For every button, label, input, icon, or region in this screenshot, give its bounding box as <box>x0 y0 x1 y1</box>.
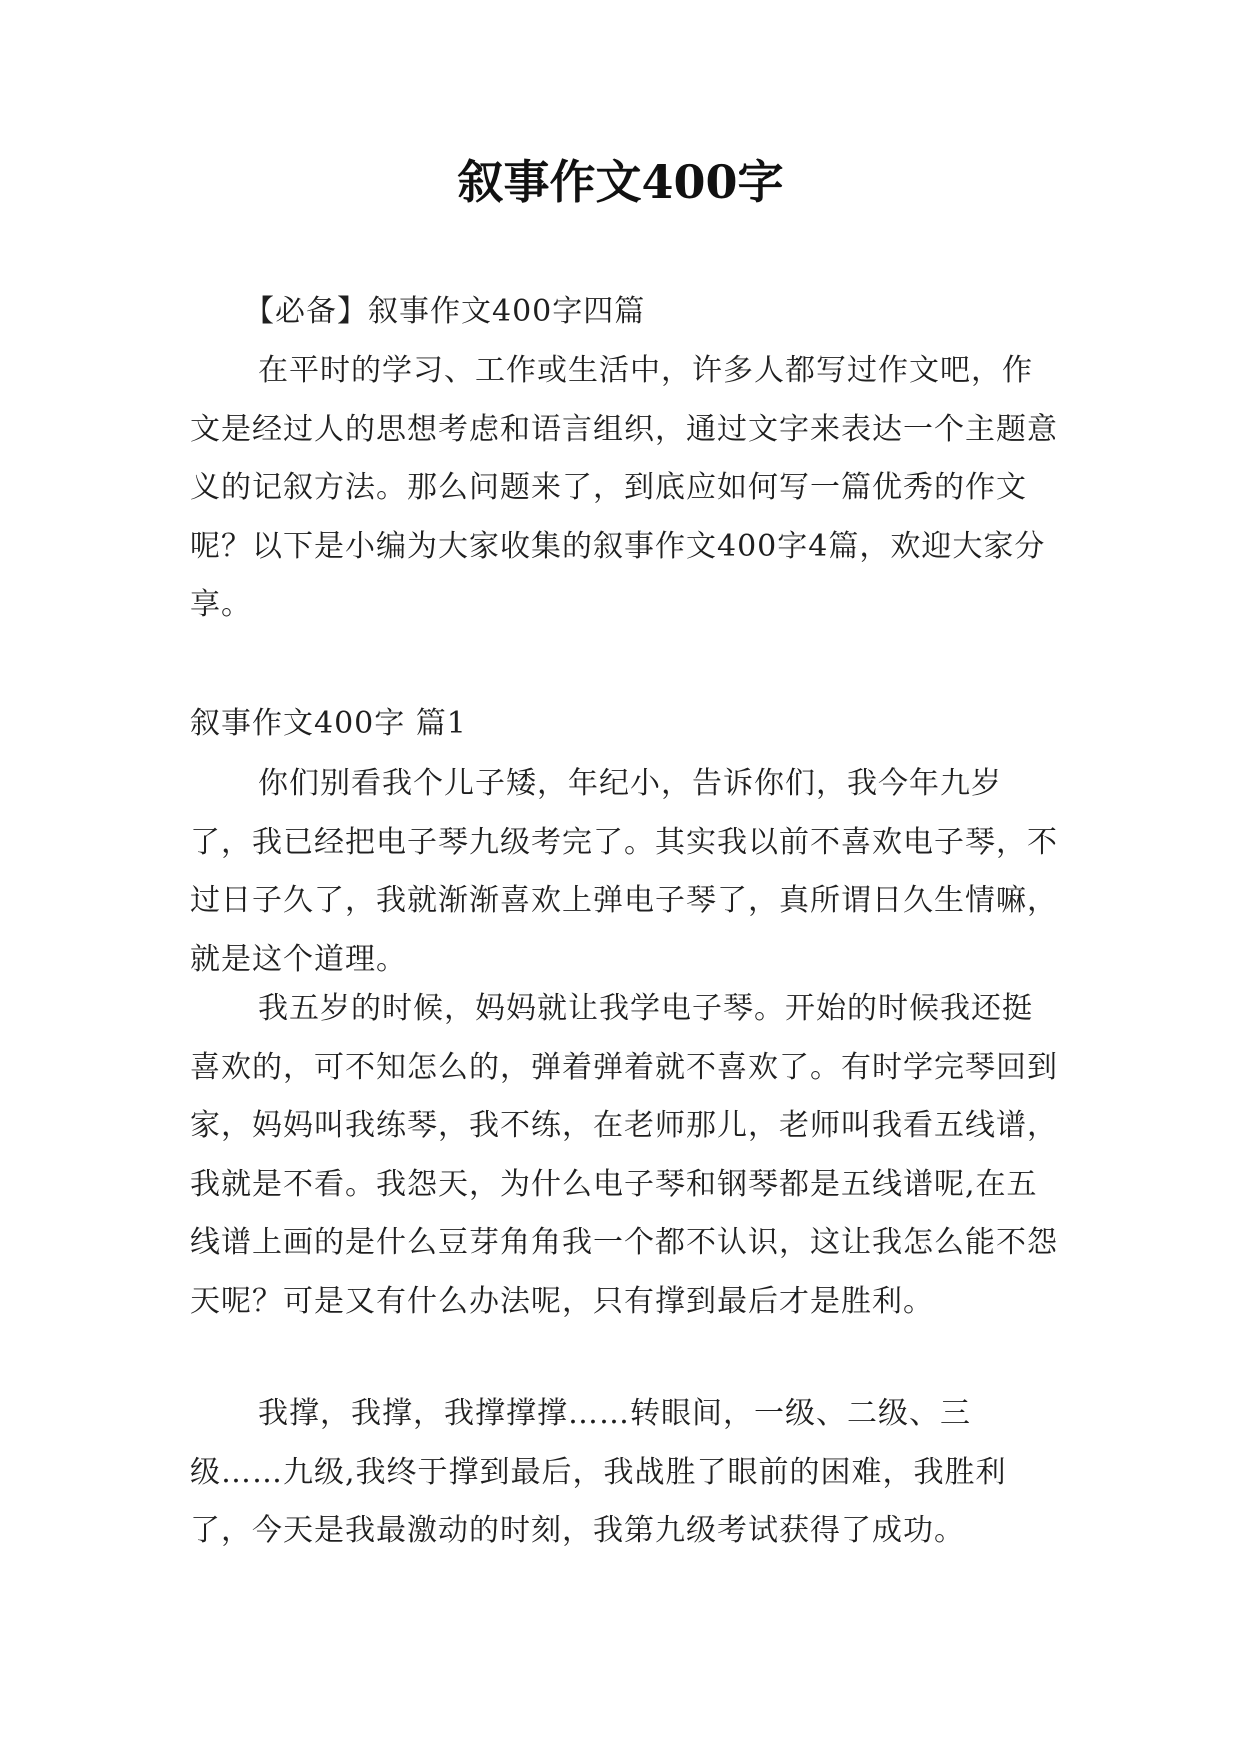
body-paragraph: 你们别看我个儿子矮，年纪小，告诉你们，我今年九岁了，我已经把电子琴九级考完了。其实我以前不喜欢电子琴，不过日子久了，我就渐渐喜欢上弹电子琴了，真所谓日久生情嘛，就是这个道理。 <box>190 766 1058 977</box>
body-paragraph: 我五岁的时候，妈妈就让我学电子琴。开始的时候我还挺喜欢的，可不知怎么的，弹着弹着就不喜欢了。有时学完琴回到家，妈妈叫我练琴，我不练，在老师那儿，老师叫我看五线谱，我就是不看。我怨天，为什么电子琴和钢琴都是五线谱呢,在五线谱上画的是什么豆芽角角我一个都不认识，这让我怎么能不怨天呢？可是又有什么办法呢，只有撑到最后才是胜利。 <box>190 991 1058 1319</box>
document-title: 叙事作文400字 <box>457 155 784 209</box>
document-subtitle: 【必备】叙事作文400字四篇 <box>244 294 646 329</box>
intro-paragraph: 在平时的学习、工作或生活中，许多人都写过作文吧，作文是经过人的思想考虑和语言组织，通过文字来表达一个主题意义的记叙方法。那么问题来了，到底应如何写一篇优秀的作文呢？以下是小编为大家收集的叙事作文400字4篇，欢迎大家分享。 <box>190 353 1058 622</box>
section-heading: 叙事作文400字 篇1 <box>190 706 467 741</box>
body-paragraph: 我撑，我撑，我撑撑撑……转眼间，一级、二级、三级……九级,我终于撑到最后，我战胜了眼前的困难，我胜利了，今天是我最激动的时刻，我第九级考试获得了成功。 <box>190 1396 1007 1548</box>
